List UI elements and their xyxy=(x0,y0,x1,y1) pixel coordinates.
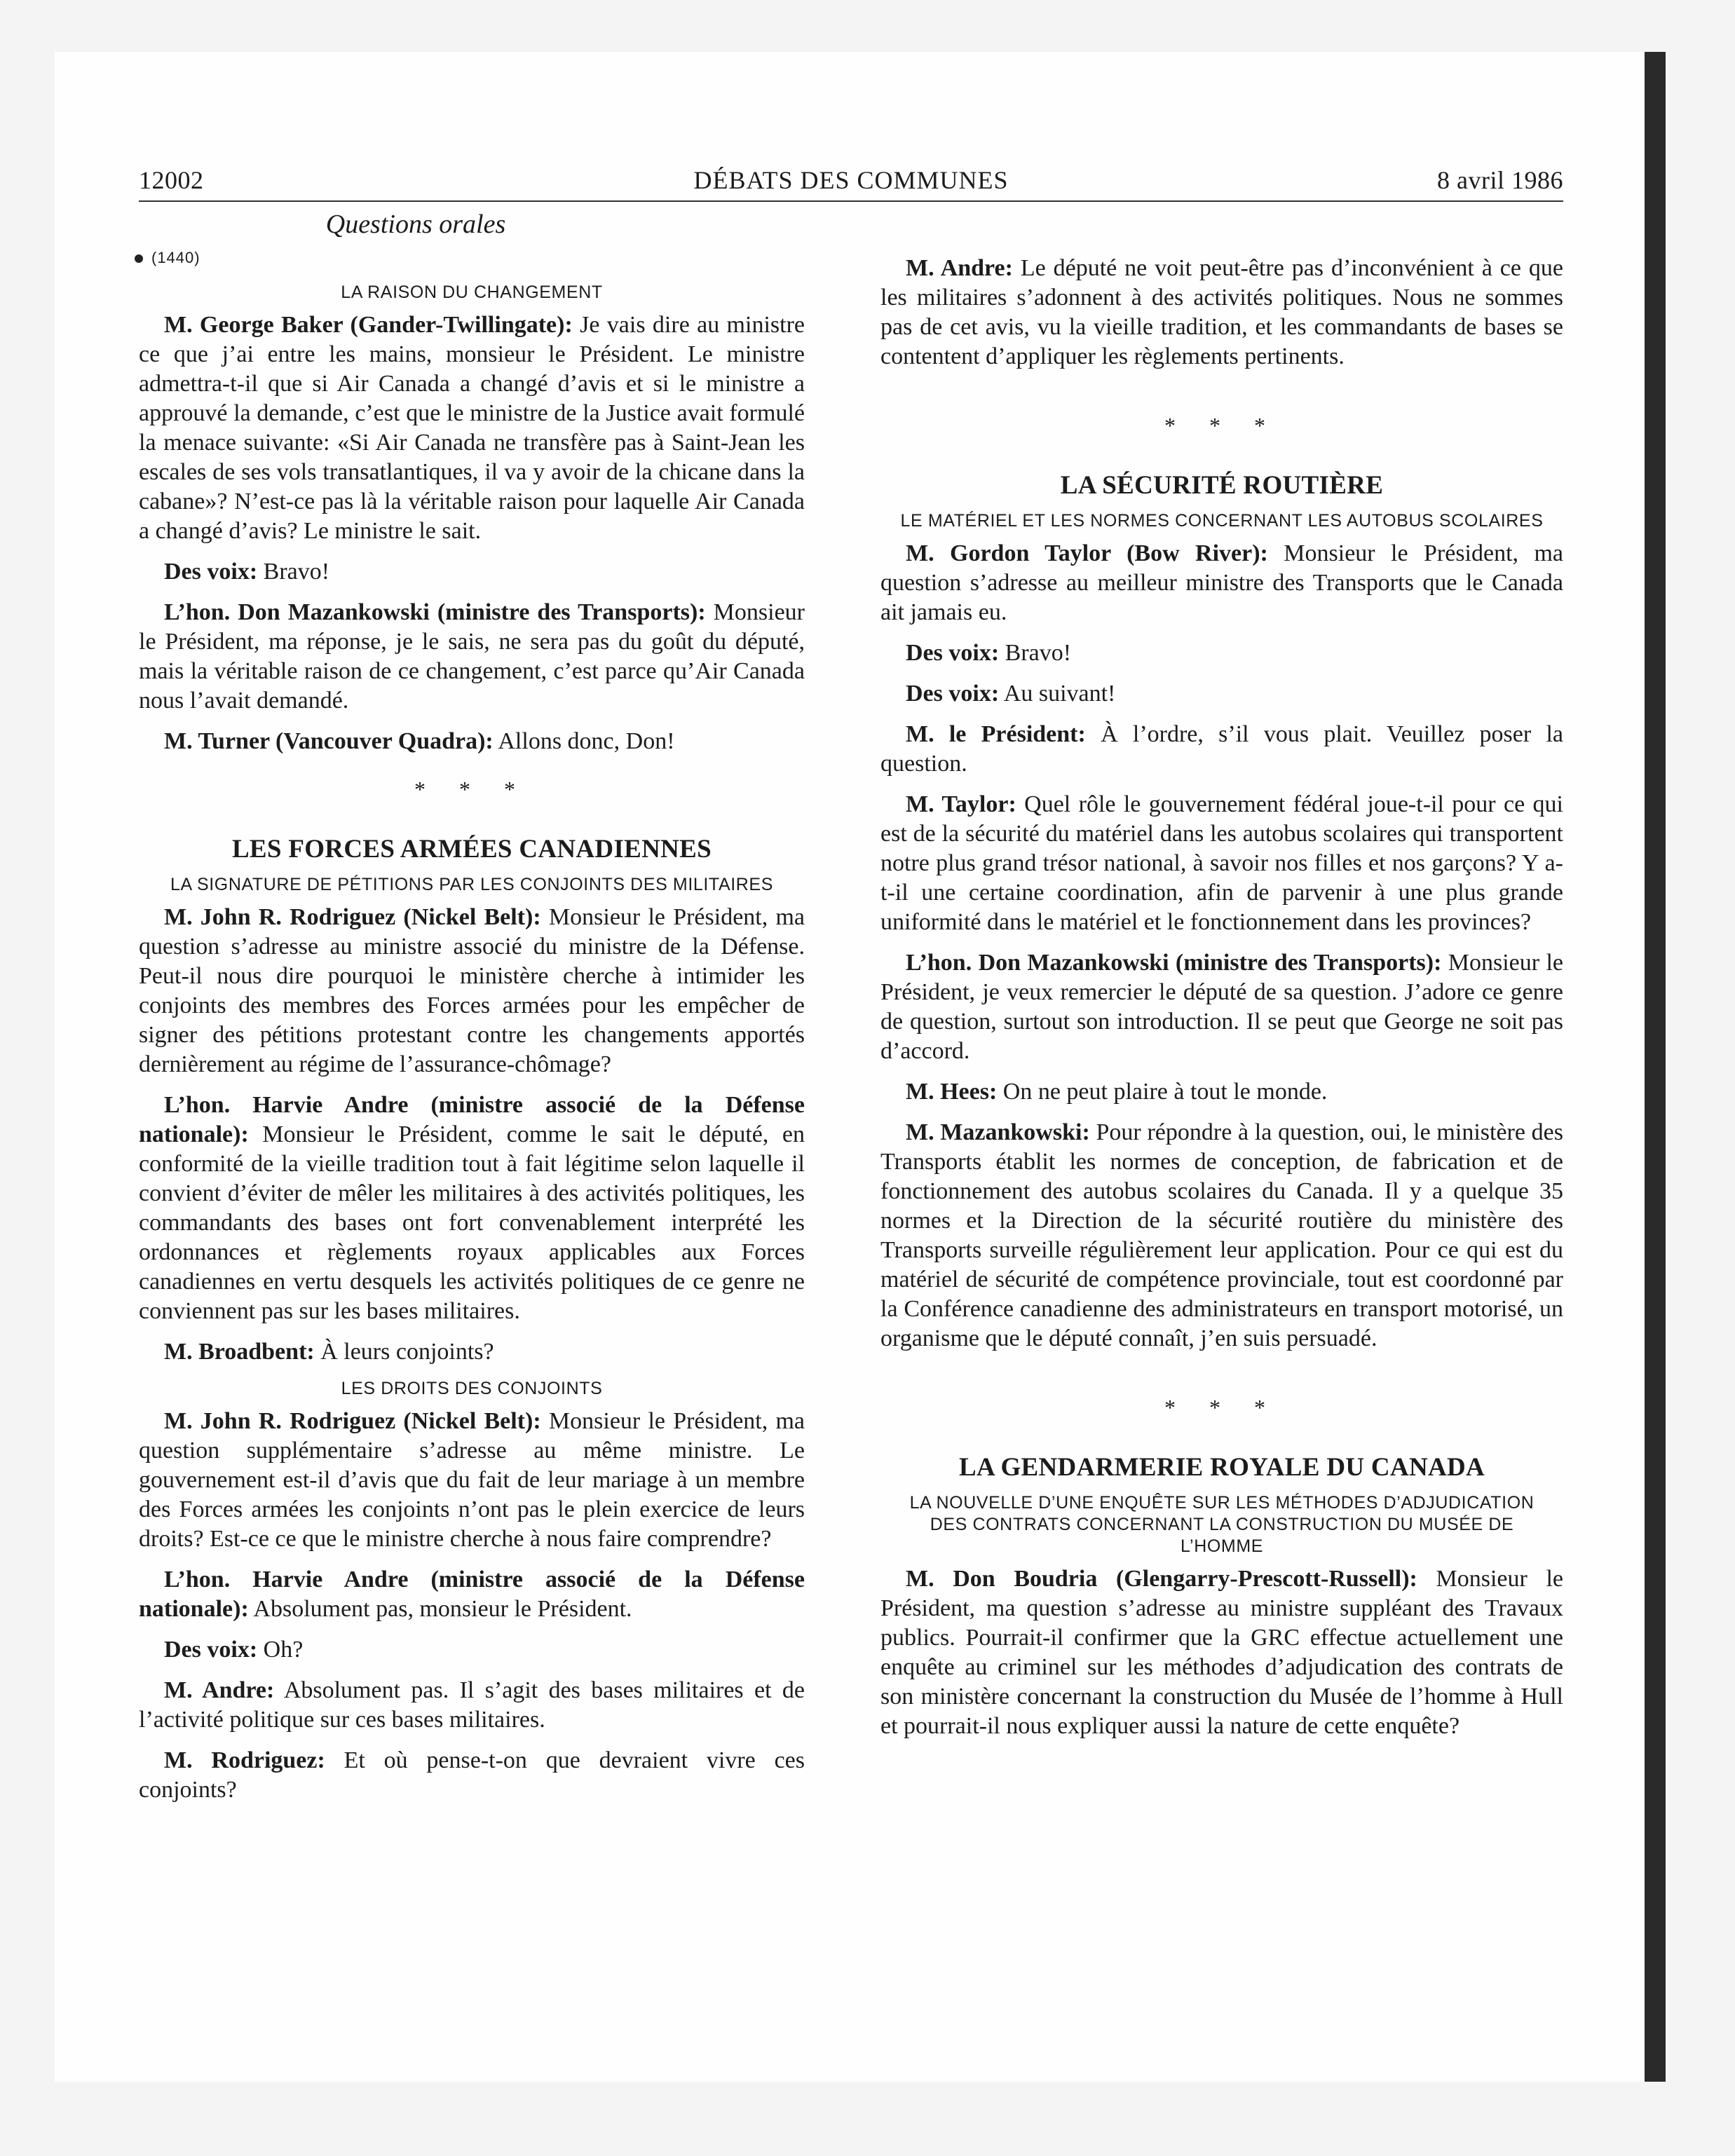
speaker-name: M. John R. Rodriguez (Nickel Belt): xyxy=(164,1408,541,1434)
speech-text: Au suivant! xyxy=(999,681,1116,707)
speech-text: Monsieur le Président, ma question s’adresse au meilleur ministre des Transports que le Canada ait jamais eu. xyxy=(880,540,1563,625)
speech-paragraph xyxy=(880,1118,1563,1353)
speech-paragraph xyxy=(139,1746,805,1805)
speaker-name: M. George Baker (Gander-Twillingate): xyxy=(164,312,573,338)
scan-edge-bar xyxy=(1645,52,1666,2082)
speaker-name: M. le Président: xyxy=(906,721,1086,747)
speaker-name: M. Hees: xyxy=(906,1079,998,1105)
speaker-name: M. Turner (Vancouver Quadra): xyxy=(164,728,494,754)
speech-text: Monsieur le Président, comme le sait le député, en conformité de la vieille tradition tout à fait légitime selon laquelle il convient d’éviter de mêler les militaires à des activités politiques, les commandants des bases ont fort convenablement interprété les ordonnances et règlements royaux applicables aux Forces canadiennes en vertu desquels les activités politiques de ce genre ne conviennent pas sur les bases militaires. xyxy=(139,1121,805,1324)
speaker-name: L’hon. Don Mazankowski (ministre des Transports): xyxy=(906,950,1442,976)
subheading: LE MATÉRIEL ET LES NORMES CONCERNANT LES AUTOBUS SCOLAIRES xyxy=(900,511,1544,531)
speaker-name: Des voix: xyxy=(906,640,1000,666)
speech-text: Absolument pas. Il s’agit des bases militaires et de l’activité politique sur ces bases militaires. xyxy=(139,1677,805,1733)
speech-text: Bravo! xyxy=(257,559,330,585)
speech-text: Absolument pas, monsieur le Président. xyxy=(248,1596,632,1622)
speaker-name: M. Mazankowski: xyxy=(906,1119,1090,1145)
speaker-name: Des voix: xyxy=(906,681,1000,707)
speech-paragraph xyxy=(139,1407,805,1554)
subheading: LA NOUVELLE D’UNE ENQUÊTE SUR LES MÉTHODES D’ADJUDICATION DES CONTRATS CONCERNANT LA CONSTRUCTION DU MUSÉE DE L’HOMME xyxy=(909,1493,1535,1556)
right-column xyxy=(880,254,1563,1752)
speech-paragraph xyxy=(139,727,805,756)
speaker-name: L’hon. Harvie Andre (ministre associé de la Défense nationale): xyxy=(139,1092,805,1147)
speaker-name: M. Gordon Taylor (Bow River): xyxy=(906,540,1268,566)
speech-text: On ne peut plaire à tout le monde. xyxy=(997,1079,1328,1105)
speech-paragraph xyxy=(139,1565,805,1624)
speech-text: Le député ne voit peut-être pas d’inconvénient à ce que les militaires s’adonnent à des activités politiques. Nous ne sommes pas de cet avis, vu la vieille tradition, et les commandants de bases se contentent d’appliquer les règlements pertinents. xyxy=(880,255,1563,369)
speaker-name: M. Broadbent: xyxy=(164,1339,315,1365)
subheading: LES DROITS DES CONJOINTS xyxy=(341,1379,603,1398)
speech-paragraph xyxy=(139,903,805,1079)
speech-text: Monsieur le Président, ma question supplémentaire s’adresse au même ministre. Le gouvernement est-il d’avis que du fait de leur mariage à un membre des Forces armées les conjoints n’ont pas le plein exercice de leurs droits? Est-ce ce que le ministre cherche à nous faire comprendre? xyxy=(139,1408,805,1552)
speaker-name: Des voix: xyxy=(164,1637,258,1663)
section-separator: * * * xyxy=(414,777,529,802)
time-marker: (1440) xyxy=(135,247,805,269)
subheading: LA RAISON DU CHANGEMENT xyxy=(341,282,603,302)
speech-text: Je vais dire au ministre ce que j’ai entre les mains, monsieur le Président. Le ministre admettra-t-il que si Air Canada a changé d’avis et si le ministre a approuvé la demande, c’est que le ministre de la Justice avait formulé la menace suivante: «Si Air Canada ne transfère pas à Saint-Jean les escales de ses vols transatlantiques, il va y avoir de la chicane dans la cabane»? N’est-ce pas là la véritable raison pour laquelle Air Canada a changé d’avis? Le ministre le sait. xyxy=(139,312,805,544)
section-label: Questions orales xyxy=(325,210,506,239)
speaker-name: Des voix: xyxy=(164,559,258,585)
speech-text: Monsieur le Président, ma question s’adresse au ministre suppléant des Travaux publics. Pourrait-il confirmer que la GRC effectue actuellement une enquête au criminel sur les méthodes d’adjudication des contrats de son ministère concernant la construction du Musée de l’homme à Hull et pourrait-il nous expliquer aussi la nature de cette enquête? xyxy=(880,1566,1564,1739)
running-header xyxy=(139,161,1563,202)
speech-text: À leurs conjoints? xyxy=(314,1339,494,1365)
speech-paragraph xyxy=(139,598,805,716)
speech-paragraph xyxy=(139,557,805,587)
speech-text: À l’ordre, s’il vous plait. Veuillez poser la question. xyxy=(880,721,1563,777)
section-heading: LES FORCES ARMÉES CANADIENNES xyxy=(231,835,712,864)
speech-paragraph xyxy=(880,539,1563,627)
speech-text: Pour répondre à la question, oui, le ministère des Transports établit les normes de conception, de fabrication et de fonctionnement des autobus scolaires du Canada. Il y a quelque 35 normes et la Direction de la sécurité routière du ministère des Transports surveille régulièrement leur application. Pour ce qui est du matériel de sécurité de compétence provinciale, tout est coordonné par la Conférence canadienne des administrateurs en transport motorisé, un organisme que le député connaît, j’en suis persuadé. xyxy=(880,1119,1563,1351)
speech-paragraph xyxy=(880,948,1563,1066)
subheading: LA SIGNATURE DE PÉTITIONS PAR LES CONJOINTS DES MILITAIRES xyxy=(170,875,773,894)
section-separator: * * * xyxy=(1164,413,1279,438)
speech-text: Bravo! xyxy=(999,640,1072,666)
speech-paragraph xyxy=(139,1676,805,1735)
speech-paragraph xyxy=(139,311,805,546)
speech-paragraph xyxy=(139,1091,805,1326)
publication-date: 8 avril 1986 xyxy=(1437,166,1563,194)
speaker-name: M. Andre: xyxy=(164,1677,275,1703)
speech-paragraph xyxy=(880,254,1563,371)
speech-text: Quel rôle le gouvernement fédéral joue-t-il pour ce qui est de la sécurité du matériel dans les autobus scolaires qui transportent notre plus grand trésor national, à savoir nos filles et nos garçons? Y a-t-il une certaine coordination, afin de parvenir à une plus grande uniformité dans le matériel et le fonctionnement dans les provinces? xyxy=(880,791,1563,935)
speaker-name: M. Rodriguez: xyxy=(164,1747,325,1773)
section-heading: LA GENDARMERIE ROYALE DU CANADA xyxy=(958,1453,1485,1482)
section-separator: * * * xyxy=(1164,1395,1279,1420)
speech-paragraph xyxy=(880,720,1563,779)
speech-text: Et où pense-t-on que devraient vivre ces conjoints? xyxy=(139,1747,805,1803)
speaker-name: L’hon. Don Mazankowski (ministre des Transports): xyxy=(164,599,706,625)
speech-paragraph xyxy=(139,1635,805,1665)
speech-text: Monsieur le Président, ma question s’adresse au ministre associé du ministre de la Défense. Peut-il nous dire pourquoi le ministère cherche à intimider les conjoints des membres des Forces armées pour les empêcher de signer des pétitions protestant contre les changements apportés dernièrement au régime de l’assurance-chômage? xyxy=(139,904,805,1077)
left-column xyxy=(139,247,805,1816)
speech-text: Monsieur le Président, je veux remercier le député de sa question. J’adore ce genre de question, surtout son introduction. Il se peut que George ne soit pas d’accord. xyxy=(880,950,1563,1064)
bullet-icon xyxy=(135,254,143,263)
speech-paragraph xyxy=(880,639,1563,668)
speech-text: Allons donc, Don! xyxy=(493,728,675,754)
speech-paragraph xyxy=(880,1077,1563,1107)
speech-paragraph xyxy=(880,790,1563,937)
speech-text: Monsieur le Président, ma réponse, je le sais, ne sera pas du goût du député, mais la véritable raison de ce changement, c’est parce qu’Air Canada nous l’avait demandé. xyxy=(139,599,805,714)
page-number: 12002 xyxy=(139,166,204,194)
speaker-name: L’hon. Harvie Andre (ministre associé de la Défense nationale): xyxy=(139,1567,805,1622)
section-heading: LA SÉCURITÉ ROUTIÈRE xyxy=(1060,471,1384,500)
speaker-name: M. Taylor: xyxy=(906,791,1016,817)
speech-paragraph xyxy=(880,679,1563,709)
speaker-name: M. Andre: xyxy=(906,255,1013,281)
speech-paragraph xyxy=(880,1564,1563,1741)
publication-title: DÉBATS DES COMMUNES xyxy=(693,166,1009,194)
speech-paragraph xyxy=(139,1337,805,1367)
speech-text: Oh? xyxy=(257,1637,304,1663)
speaker-name: M. John R. Rodriguez (Nickel Belt): xyxy=(164,904,541,930)
speaker-name: M. Don Boudria (Glengarry-Prescott-Russell): xyxy=(906,1566,1417,1592)
